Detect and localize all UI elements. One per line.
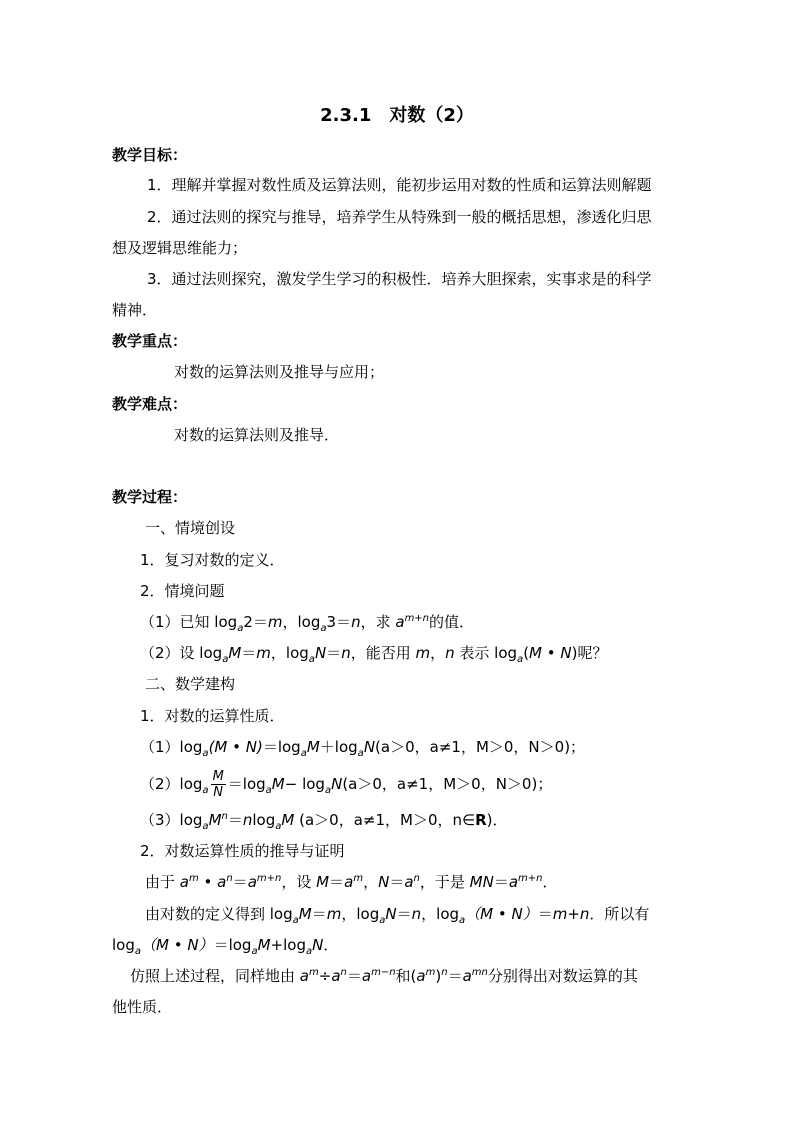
objective-2a: 2．通过法则的探究与推导，培养学生从特殊到一般的概括思想，渗透化归思 — [147, 208, 652, 226]
part2-item2: 2．对数运算性质的推导与证明 — [140, 842, 345, 860]
part1-item1: 1．复习对数的定义． — [140, 551, 285, 569]
closing-line-1: 仿照上述过程，同样地由 $a^m\div a^n=a^{m-n}$和$(a^m)^n=a^{mn}$分别得出对数运算的其 — [130, 967, 638, 985]
part1-heading: 一、情境创设 — [145, 519, 236, 537]
proof-line-2: 由对数的定义得到 $\log_aM=m$，$\log_aN=n$，$\log_a(M$ • N）＝m+n．所以有 — [145, 905, 650, 926]
part2-heading: 二、数学建构 — [145, 675, 236, 693]
property-3: $(3)\log_aM^n=nlog_aM$ (a＞0，a≠1，M＞0，n∈R)． — [140, 811, 508, 832]
property-1: $(1)\log_a(M$ • $N)=\log_aM+\log_aN(a>0$，a≠1，M＞0，N＞0)； — [140, 738, 586, 759]
objective-3a: 3．通过法则探究，激发学生学习的积极性．培养大胆探索，实事求是的科学 — [147, 270, 652, 288]
part2-item1: 1．对数的运算性质． — [140, 707, 285, 725]
objectives-heading: 教学目标： — [112, 146, 188, 164]
difficulty-text: 对数的运算法则及推导． — [174, 426, 340, 444]
key-points-text: 对数的运算法则及推导与应用； — [174, 363, 385, 381]
fraction-m-over-n: $\frac{M}{N}$ — [212, 769, 224, 800]
objective-2b: 想及逻辑思维能力； — [112, 239, 248, 257]
part1-item2: 2．情境问题 — [140, 582, 225, 600]
proof-line-1: 由于 $a^m$ • $a^n=a^{m+n}$，设 $M=a^m$，$N=a^n$，于是 $MN=a^{m+n}$． — [145, 873, 558, 891]
difficulty-heading: 教学难点： — [112, 395, 188, 413]
closing-line-2: 他性质． — [112, 998, 173, 1016]
objective-1: 1．理解并掌握对数性质及运算法则，能初步运用对数的性质和运算法则解题 — [147, 176, 652, 194]
key-points-heading: 教学重点： — [112, 332, 188, 350]
property-2: $(2)\log_a$ $\frac{M}{N}$ $=\log_aM- \log_aN(a>0$，a≠1，M＞0，N＞0)； — [140, 769, 553, 800]
process-heading: 教学过程： — [112, 488, 188, 506]
objective-3b: 精神． — [112, 301, 158, 319]
question-2: （2）设 $\log_aM=m$，$\log_aN=n$，能否用 m，n 表示 $\log_a(M$ • N)呢？ — [140, 644, 608, 665]
page-title: 2.3.1 对数（2） — [320, 105, 474, 126]
question-1: （1）已知 $\log_a2=m$，$\log_a3=n$，求 $a^{m+n}$的值． — [140, 613, 475, 634]
proof-line-3: $\log_a(M$ • $N)=\log_aM+\log_aN$． — [112, 936, 339, 957]
